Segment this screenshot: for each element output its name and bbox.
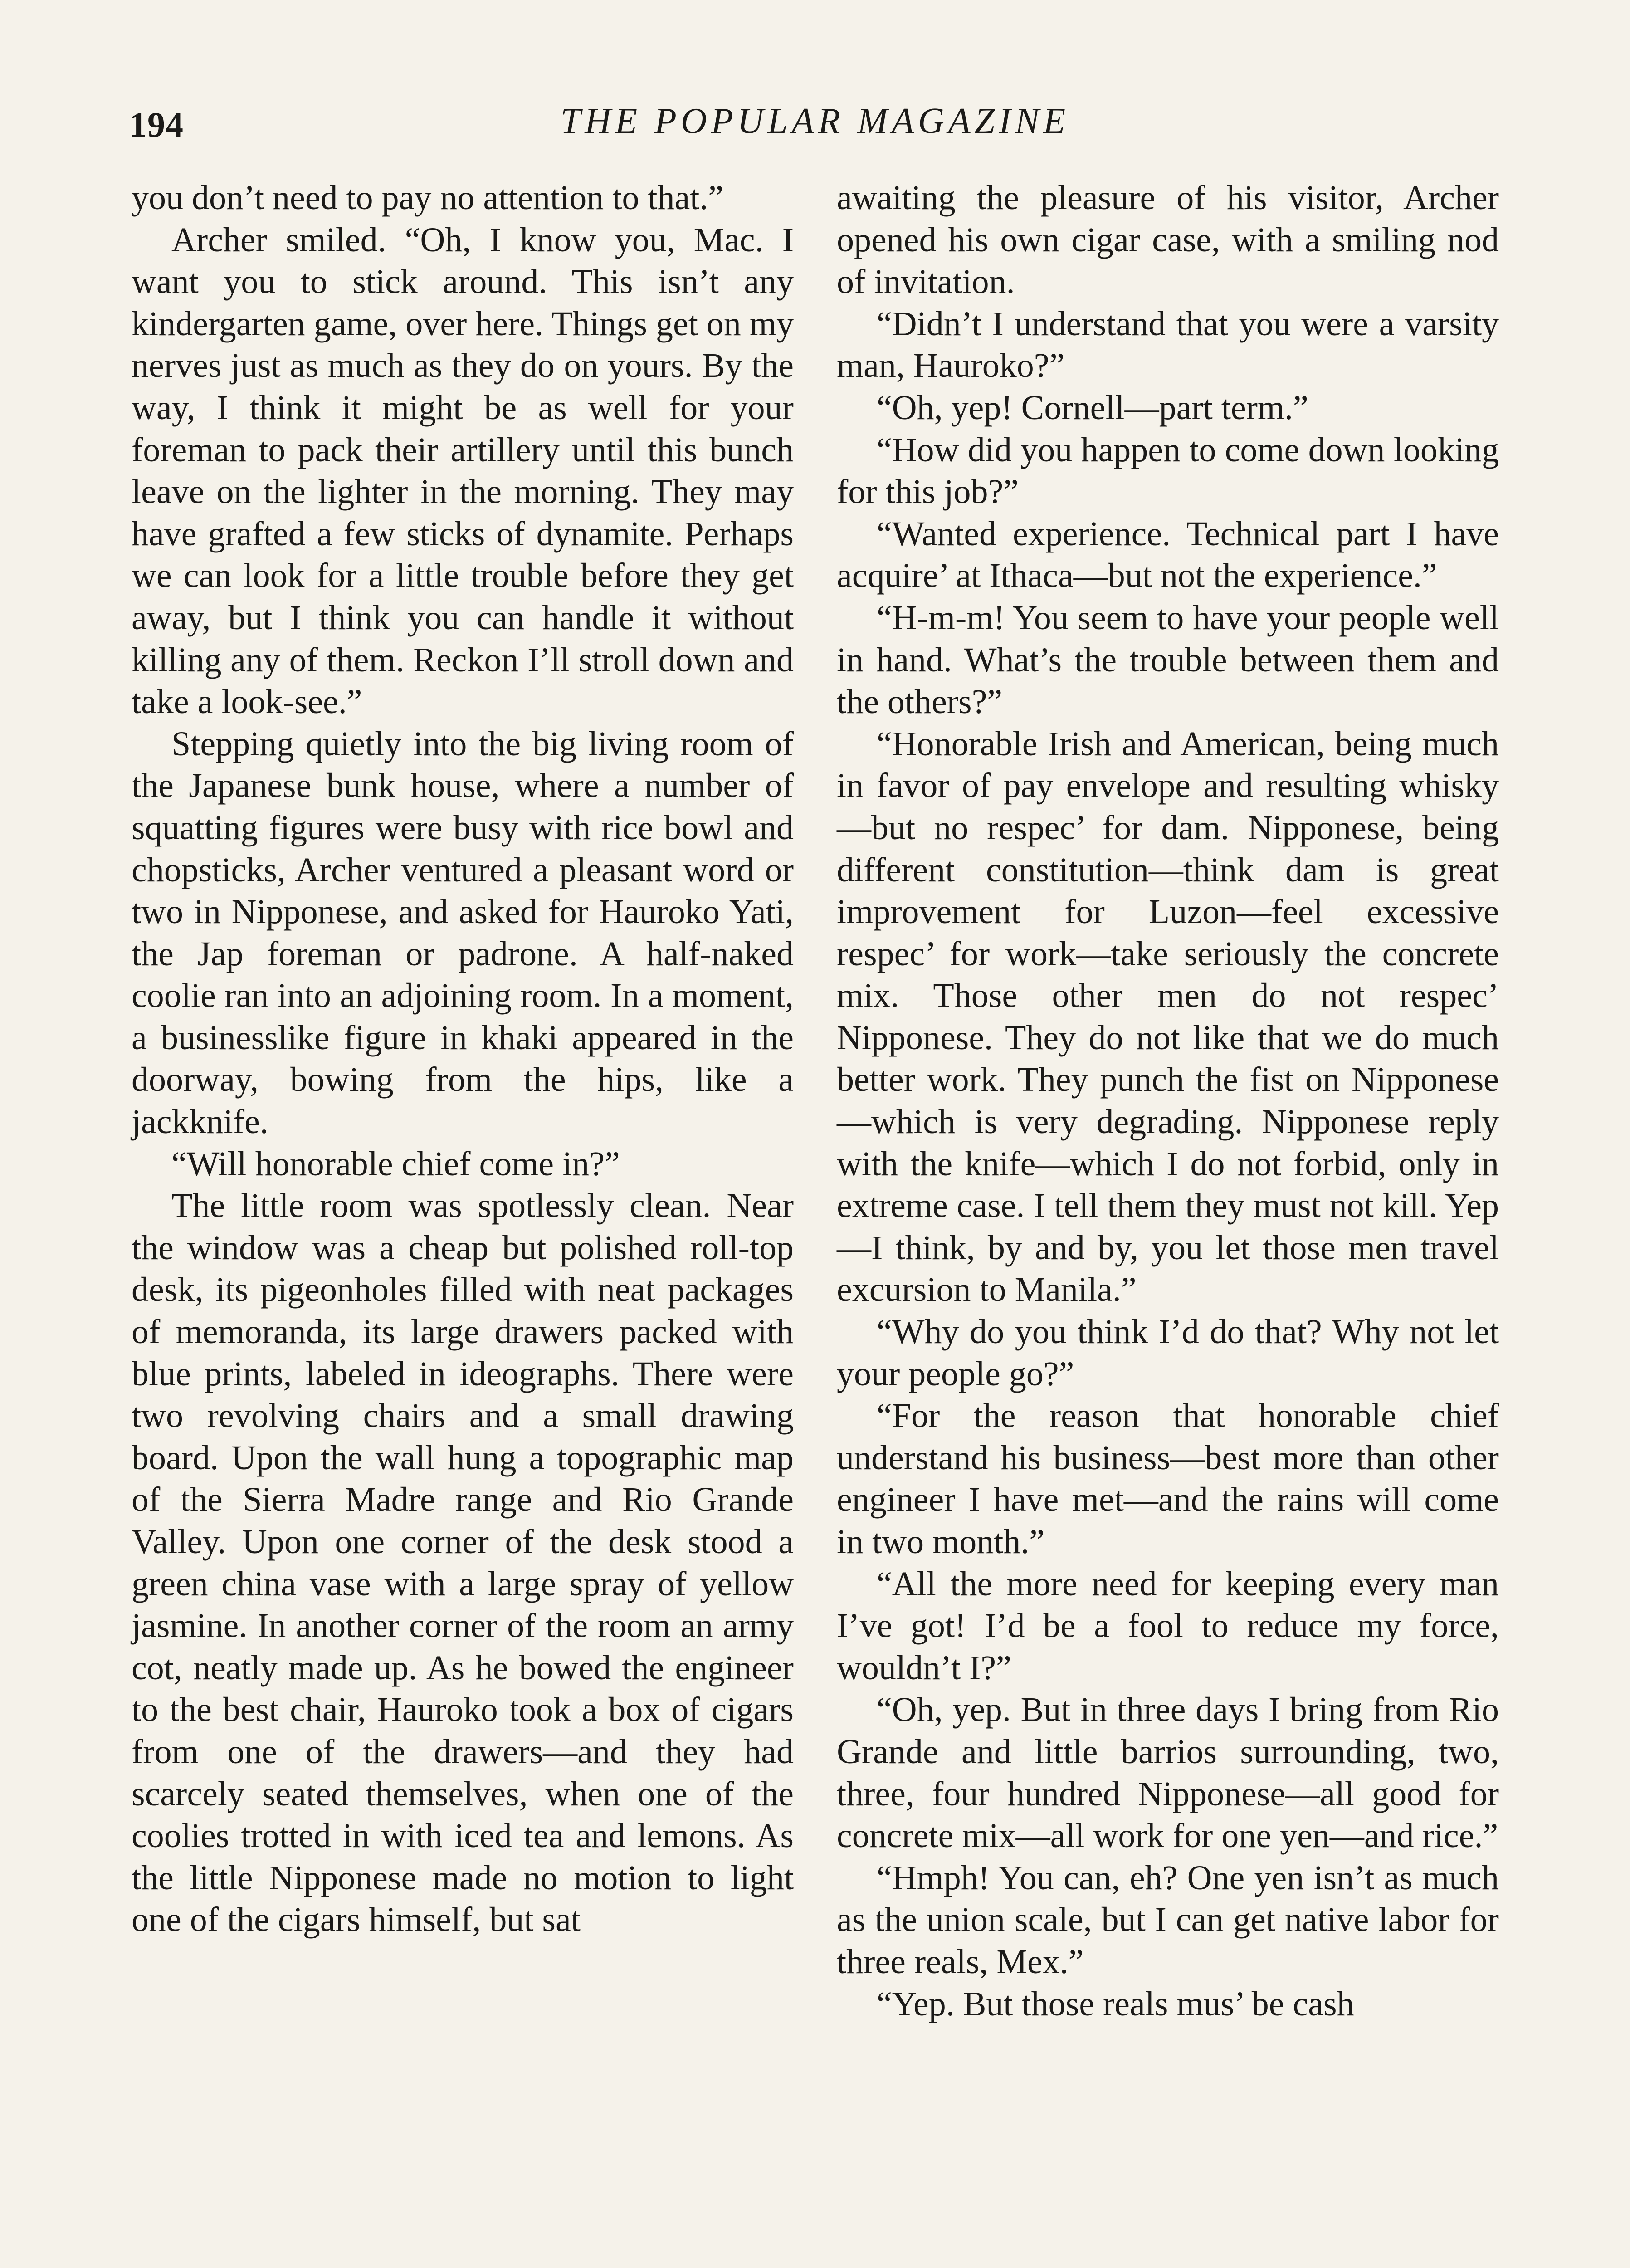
paragraph: “How did you happen to come down looking for this job?” <box>837 430 1499 511</box>
paragraph: “H-m-m! You seem to have your people well in hand. What’s the trouble between them and the others?” <box>837 598 1499 721</box>
paragraph: “Yep. But those reals mus’ be cash <box>877 1984 1354 2023</box>
paragraph: “For the reason that honorable chief understand his business—best more than other engineer I have met—and the rains will come in two month.” <box>837 1397 1499 1561</box>
right-column <box>837 177 1499 2268</box>
page-header <box>0 91 1630 154</box>
paragraph: awaiting the pleasure of his visitor, Archer opened his own cigar case, with a smiling nod of invitation. <box>837 179 1499 301</box>
paragraph: “Oh, yep. But in three days I bring from Rio Grande and little barrios surrounding, two, three, four hundred Nipponese—all good for concrete mix—all work for one yen—and rice.” <box>837 1691 1499 1855</box>
paragraph: “Why do you think I’d do that? Why not let your people go?” <box>837 1313 1499 1393</box>
paragraph: “Will honorable chief come in?” <box>171 1144 620 1183</box>
paragraph: “Wanted experience. Technical part I have acquire’ at Ithaca—but not the experience.” <box>837 514 1499 595</box>
page-number: 194 <box>129 105 184 144</box>
paragraph: “Honorable Irish and American, being much in favor of pay envelope and resulting whisky—but no respec’ for dam. Nipponese, being different constitution—think dam is great improvement for Luzon—feel excessive respec’ for work—take seriously the concrete mix. Those other men do not respec’ Nipponese. They do not like that we do much better work. They punch the fist on Nipponese—which is very degrading. Nipponese reply with the knife—which I do not forbid, only in extreme case. I tell them they must not kill. Yep—I think, by and by, you let those men travel excursion to Manila.” <box>837 724 1499 1309</box>
left-column <box>132 177 794 2268</box>
paragraph: The little room was spotlessly clean. Near the window was a cheap but polished roll-top desk, its pigeonholes filled with neat packages of memoranda, its large drawers packed with blue prints, labeled in ideographs. There were two revolving chairs and a small drawing board. Upon the wall hung a topographic map of the Sierra Madre range and Rio Grande Valley. Upon one corner of the desk stood a green china vase with a large spray of yellow jasmine. In another corner of the room an army cot, neatly made up. As he bowed the engineer to the best chair, Hauroko took a box of cigars from one of the drawers—and they had scarcely seated themselves, when one of the coolies trotted in with iced tea and lemons. As the little Nipponese made no motion to light one of the cigars himself, but sat <box>132 1187 794 1939</box>
paragraph: “Oh, yep! Cornell—part term.” <box>877 388 1308 427</box>
paragraph: Archer smiled. “Oh, I know you, Mac. I want you to stick around. This isn’t any kindergarten game, over here. Things get on my nerves just as much as they do on yours. By the way, I think it might be as well for your foreman to pack their artillery until this bunch leave on the lighter in the morning. They may have grafted a few sticks of dynamite. Perhaps we can look for a little trouble before they get away, but I think you can handle it without killing any of them. Reckon I’ll stroll down and take a look-see.” <box>132 220 794 721</box>
paragraph: Stepping quietly into the big living room of the Japanese bunk house, where a number of squatting figures were busy with rice bowl and chopsticks, Archer ventured a pleasant word or two in Nipponese, and asked for Hauroko Yati, the Jap foreman or padrone. A half-naked coolie ran into an adjoining room. In a moment, a businesslike figure in khaki appeared in the doorway, bowing from the hips, like a jackknife. <box>132 724 794 1141</box>
paragraph: “All the more need for keeping every man I’ve got! I’d be a fool to reduce my force, wouldn’t I?” <box>837 1564 1499 1687</box>
paragraph: “Hmph! You can, eh? One yen isn’t as much as the union scale, but I can get native labor for three reals, Mex.” <box>837 1858 1499 1981</box>
running-title: THE POPULAR MAGAZINE <box>560 101 1070 141</box>
paragraph: you don’t need to pay no attention to that.” <box>132 179 724 217</box>
paragraph: “Didn’t I understand that you were a varsity man, Hauroko?” <box>837 304 1499 385</box>
